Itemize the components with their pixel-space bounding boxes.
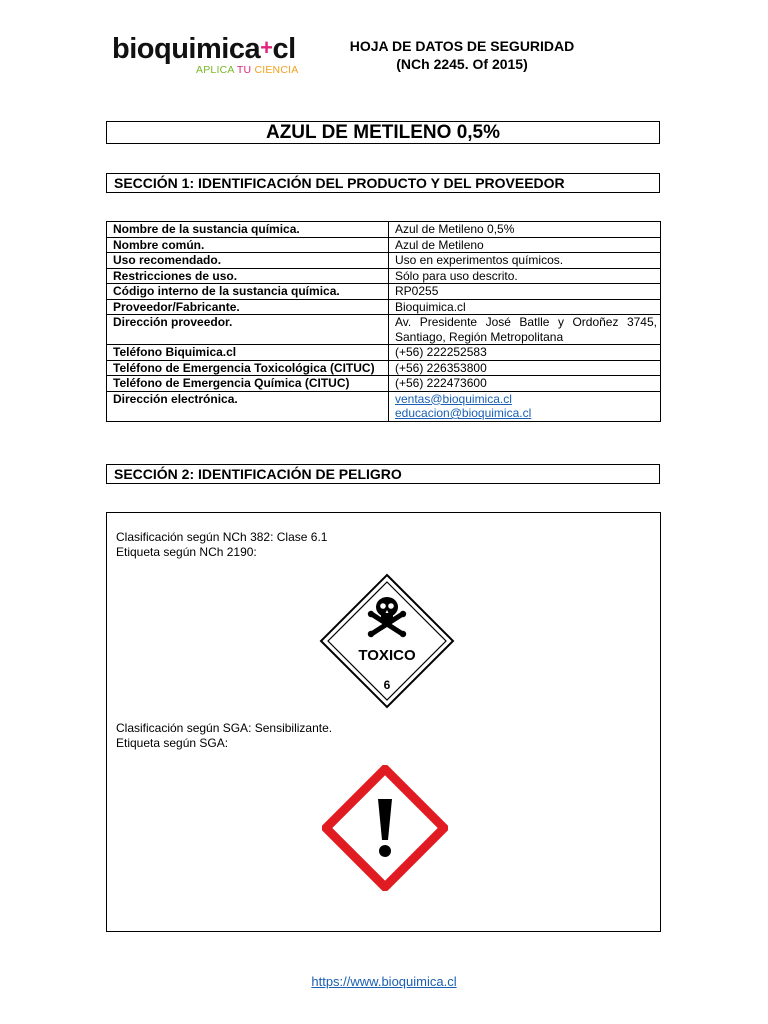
table-row (107, 253, 661, 269)
product-info-table (106, 221, 661, 422)
footer-website-link[interactable] (0, 974, 768, 989)
table-row (107, 360, 661, 376)
logo-tagline: APLICA TU CIENCIA (196, 64, 299, 76)
company-logo (112, 33, 302, 77)
section-1-heading: SECCIÓN 1: IDENTIFICACIÓN DEL PRODUCTO Y DEL PROVEEDOR (106, 173, 660, 193)
row-key: Teléfono de Emergencia Toxicológica (CITUC) (107, 360, 389, 376)
table-row (107, 284, 661, 300)
sga-classification (116, 721, 332, 751)
email-link-sales[interactable]: ventas@bioquimica.cl (395, 391, 512, 406)
row-value (389, 391, 661, 421)
toxic-class-number: 6 (383, 678, 391, 692)
row-value: Azul de Metileno (389, 237, 661, 253)
row-key: Teléfono Biquimica.cl (107, 345, 389, 361)
row-value: (+56) 226353800 (389, 360, 661, 376)
table-row (107, 315, 661, 345)
row-key: Dirección electrónica. (107, 391, 389, 421)
row-value: (+56) 222473600 (389, 376, 661, 392)
row-value: (+56) 222252583 (389, 345, 661, 361)
nch-class-text: Clasificación según NCh 382: Clase 6.1 (116, 530, 328, 544)
table-row (107, 345, 661, 361)
table-row (107, 222, 661, 238)
row-key: Nombre común. (107, 237, 389, 253)
row-key: Restricciones de uso. (107, 268, 389, 284)
header-line-1: HOJA DE DATOS DE SEGURIDAD (349, 38, 575, 54)
sga-label-text: Etiqueta según SGA: (116, 736, 229, 750)
table-row (107, 299, 661, 315)
row-value: Sólo para uso descrito. (389, 268, 661, 284)
document-header (300, 37, 624, 73)
row-key: Código interno de la sustancia química. (107, 284, 389, 300)
table-row (107, 376, 661, 392)
sga-class-text: Clasificación según SGA: Sensibilizante. (116, 721, 333, 735)
row-key: Uso recomendado. (107, 253, 389, 269)
row-value: Av. Presidente José Batlle y Ordoñez 3745, Santiago, Región Metropolitana (389, 315, 661, 345)
toxic-diamond-sign (319, 573, 455, 709)
row-value: Uso en experimentos químicos. (389, 253, 661, 269)
hazard-panel (106, 512, 661, 932)
logo-wordmark: bioquimica+cl (112, 33, 296, 65)
table-row (107, 391, 661, 421)
row-key: Dirección proveedor. (107, 315, 389, 345)
row-key: Proveedor/Fabricante. (107, 299, 389, 315)
section-2-heading: SECCIÓN 2: IDENTIFICACIÓN DE PELIGRO (106, 464, 660, 484)
ghs-exclamation-sign (322, 765, 448, 891)
nch-label-text: Etiqueta según NCh 2190: (116, 545, 257, 559)
row-value: RP0255 (389, 284, 661, 300)
row-key: Nombre de la sustancia química. (107, 222, 389, 238)
row-value: Bioquimica.cl (389, 299, 661, 315)
product-title: AZUL DE METILENO 0,5% (106, 121, 660, 144)
row-value: Azul de Metileno 0,5% (389, 222, 661, 238)
nch-classification (116, 530, 327, 560)
toxic-label: TOXICO (358, 647, 416, 664)
table-row (107, 268, 661, 284)
header-line-2: (NCh 2245. Of 2015) (396, 56, 528, 72)
table-row (107, 237, 661, 253)
website-url[interactable]: https://www.bioquimica.cl (311, 974, 457, 989)
row-key: Teléfono de Emergencia Química (CITUC) (107, 376, 389, 392)
email-link-education[interactable]: educacion@bioquimica.cl (395, 406, 532, 420)
